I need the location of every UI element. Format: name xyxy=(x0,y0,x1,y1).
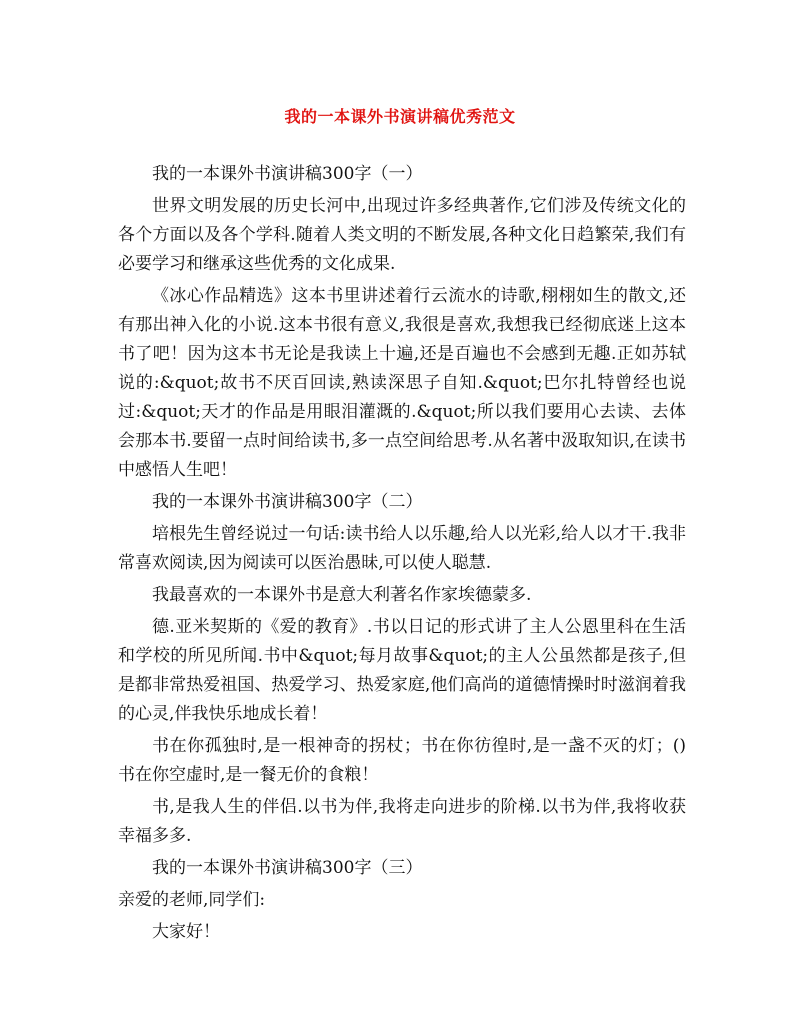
paragraph: 书在你孤独时,是一根神奇的拐杖；书在你彷徨时,是一盏不灭的灯；()书在你空虚时,是一餐无价的食粮！ xyxy=(118,736,686,785)
paragraph: 我最喜欢的一本课外书是意大利著名作家埃德蒙多. xyxy=(152,585,532,605)
salutation: 亲爱的老师,同学们: xyxy=(118,890,266,910)
greeting: 大家好！ xyxy=(152,922,220,942)
paragraph: 《冰心作品精选》这本书里讲述着行云流水的诗歌,栩栩如生的散文,还有那出神入化的小说.这本书很有意义,我很是喜欢,我想我已经彻底迷上这本书了吧！因为这本书无论是我读上十遍,还是百遍也不会感到无趣.正如苏轼说的:&quot;故书不厌百回读,熟读深思子自知.&quot;巴尔扎特曾经也说过:&quot;天才的作品是用眼泪灌溉的.&quot;所以我们要用心去读、去体会那本书.要留一点时间给读书,多一点空间给思考.从名著中汲取知识,在读书中感悟人生吧！ xyxy=(118,286,686,480)
paragraph: 培根先生曾经说过一句话:读书给人以乐趣,给人以光彩,给人以才干.我非常喜欢阅读,因为阅读可以医治愚昧,可以使人聪慧. xyxy=(118,524,686,573)
section-heading-1: 我的一本课外书演讲稿300字（一） xyxy=(152,164,423,184)
paragraph: 世界文明发展的历史长河中,出现过许多经典著作,它们涉及传统文化的各个方面以及各个学科.随着人类文明的不断发展,各种文化日趋繁荣,我们有必要学习和继承这些优秀的文化成果. xyxy=(118,196,686,274)
document-body xyxy=(118,160,686,950)
document-title: 我的一本课外书演讲稿优秀范文 xyxy=(284,107,516,126)
section-heading-2: 我的一本课外书演讲稿300字（二） xyxy=(152,492,423,512)
paragraph: 书,是我人生的伴侣.以书为伴,我将走向进步的阶梯.以书为伴,我将收获幸福多多. xyxy=(118,797,686,846)
section-heading-3: 我的一本课外书演讲稿300字（三） xyxy=(152,858,423,878)
paragraph: 德.亚米契斯的《爱的教育》.书以日记的形式讲了主人公恩里科在生活和学校的所见所闻.书中&quot;每月故事&quot;的主人公虽然都是孩子,但是都非常热爱祖国、热爱学习、热爱家庭,他们高尚的道德情操时时滋润着我的心灵,伴我快乐地成长着！ xyxy=(118,617,686,724)
